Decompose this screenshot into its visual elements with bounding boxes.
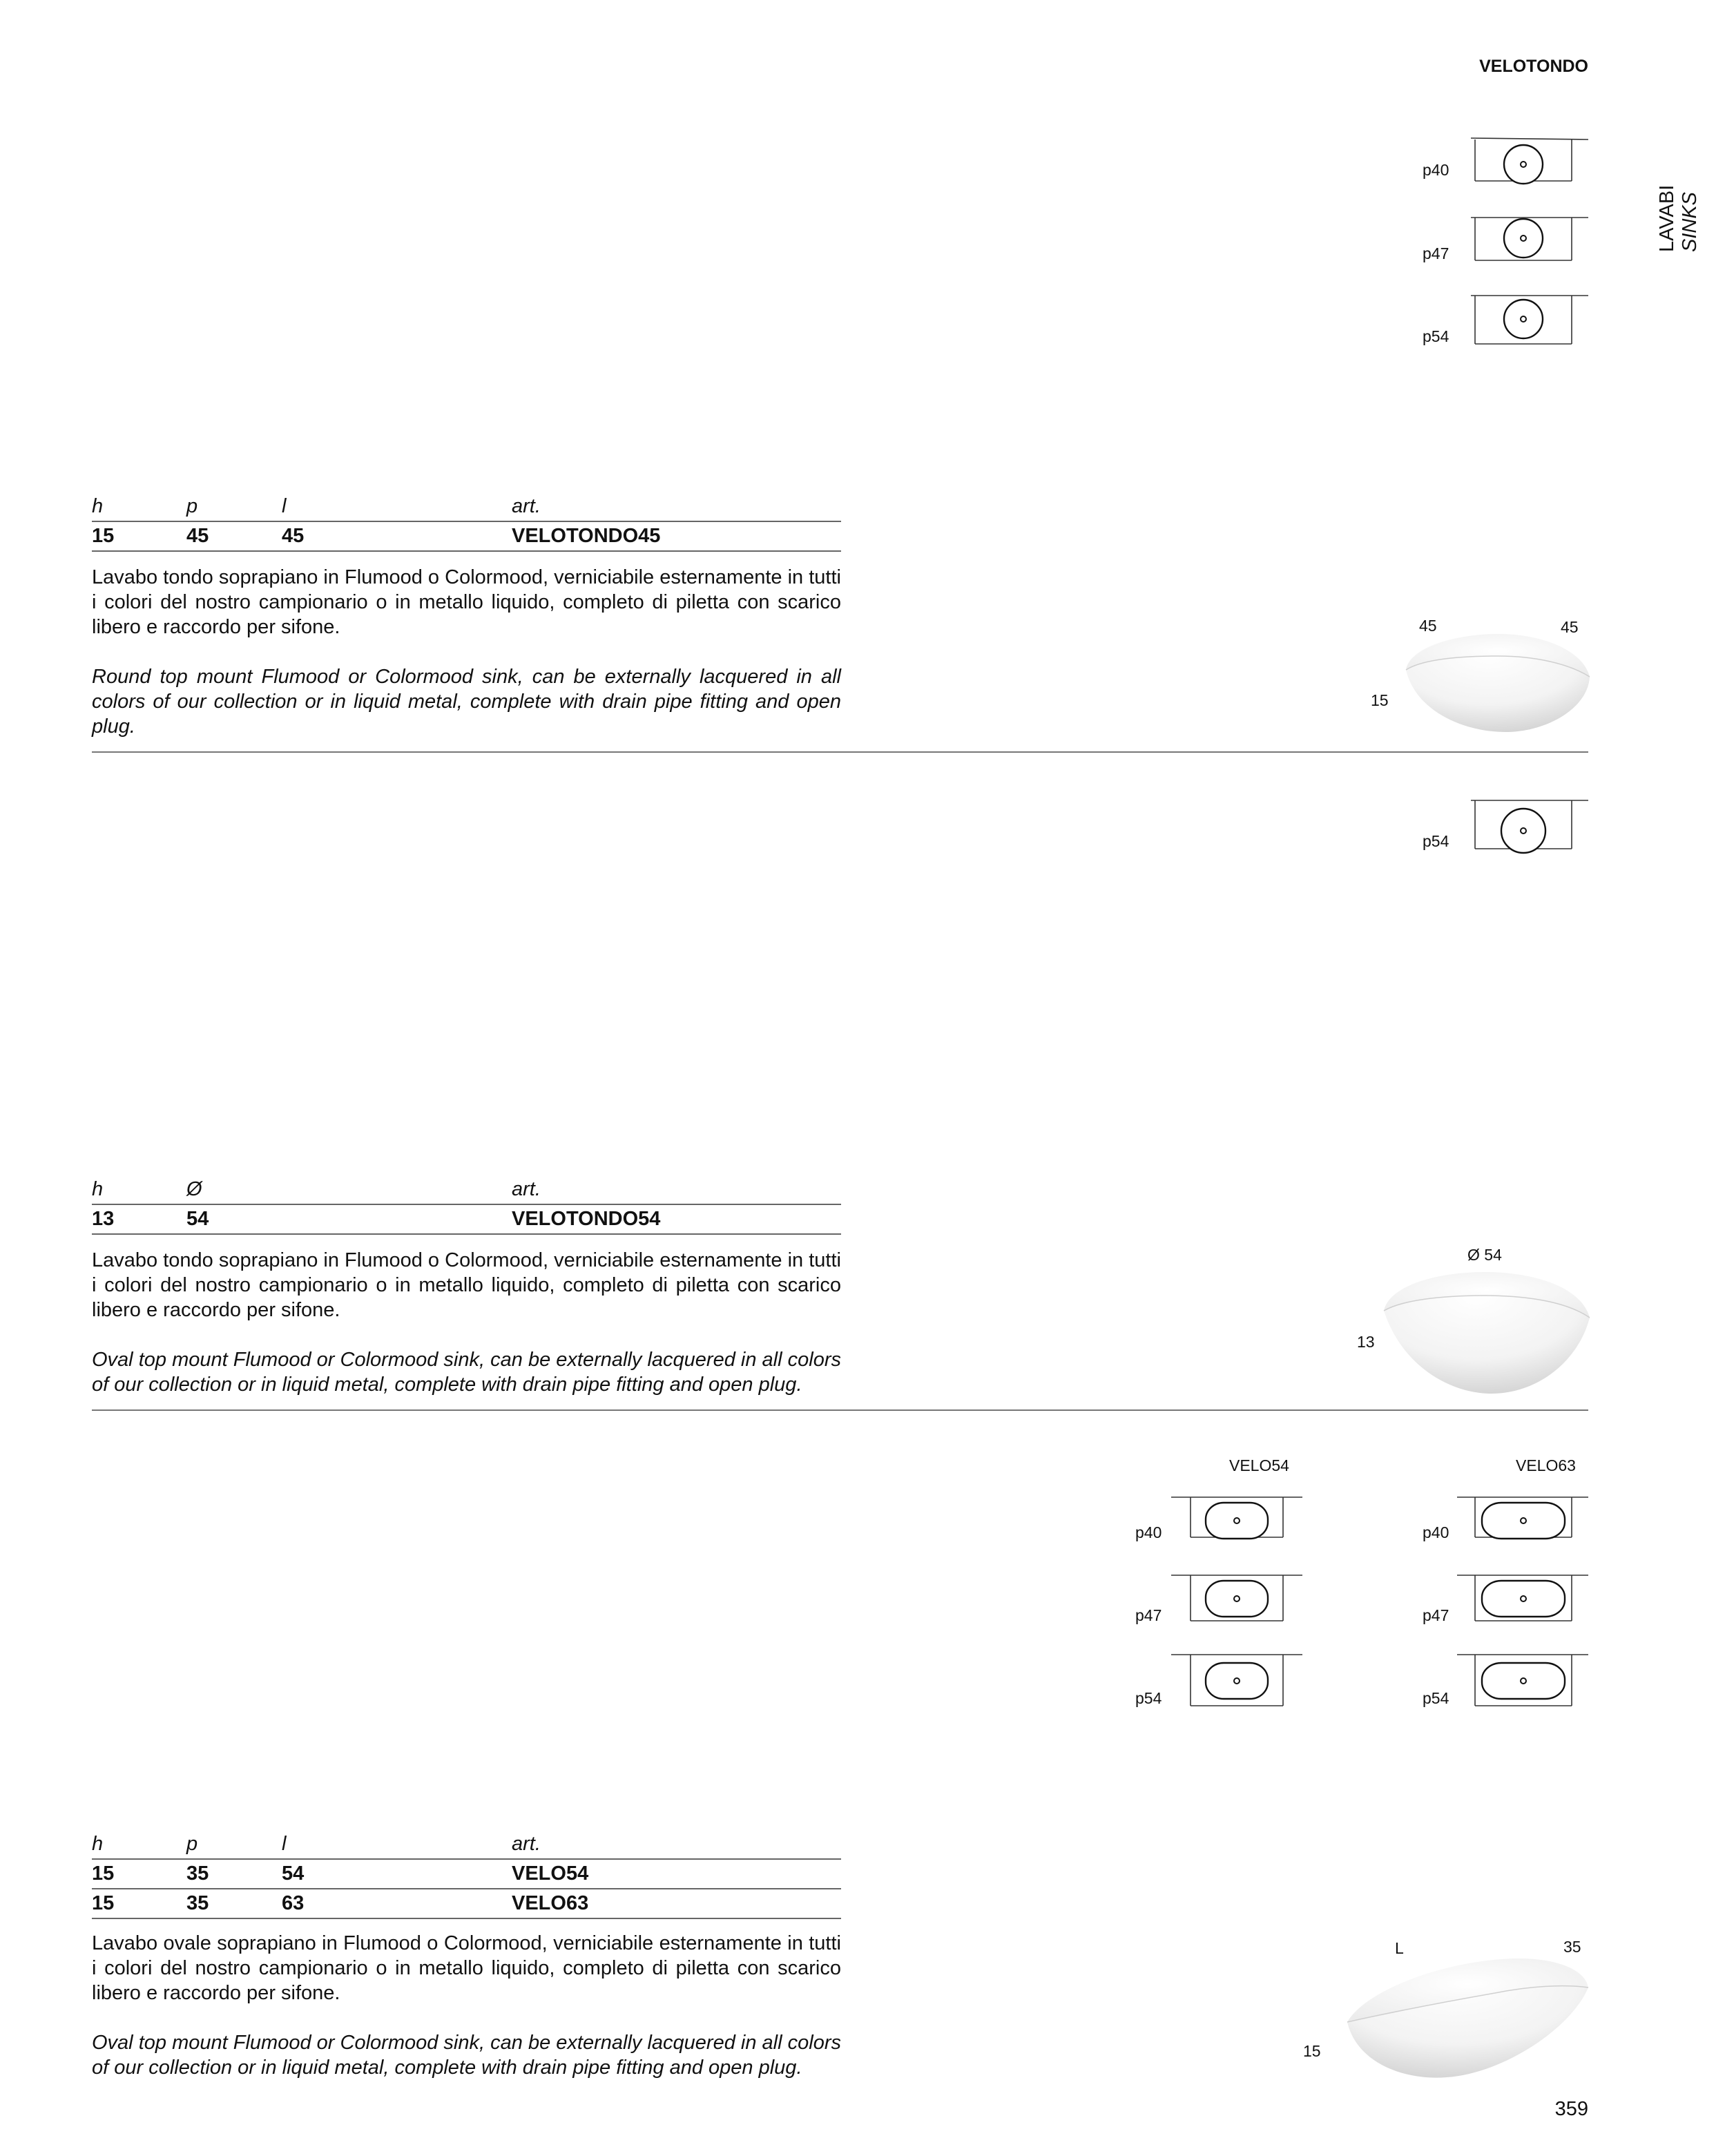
plan-label: p40 <box>1135 1523 1162 1541</box>
description-english: Oval top mount Flumood or Colormood sink, can be externally lacquered in all colors of our collection or in liquid metal, complete with drain pipe fitting and open plug. <box>92 2032 841 2079</box>
description-italian: Lavabo ovale soprapiano in Flumood o Colormood, verniciabile esternamente in tutti i colori del nostro campionario o in metallo liquido, completo di piletta con scarico libero e raccordo per sifone. <box>92 1932 841 2004</box>
dimension-label: 45 <box>1419 617 1437 635</box>
page-number: 359 <box>1554 2098 1588 2120</box>
plan-drawing-round <box>1471 216 1592 271</box>
spec-cell: 35 <box>186 1863 209 1885</box>
spec-cell: VELO54 <box>512 1863 589 1885</box>
plan-drawing-oval <box>1171 1574 1306 1629</box>
spec-cell: 63 <box>282 1892 305 1914</box>
spec-header: art. <box>512 1178 541 1200</box>
spec-cell: 45 <box>186 525 209 547</box>
side-category-label <box>1656 183 1711 259</box>
side-label-en: SINKS <box>1679 191 1701 252</box>
sink-render-round <box>1402 628 1592 735</box>
section-divider <box>92 1409 1588 1411</box>
plan-drawing-oval <box>1457 1496 1592 1551</box>
sink-render-oval <box>1343 1953 1592 2084</box>
plan-label: p47 <box>1423 244 1449 262</box>
plan-label: p54 <box>1423 327 1449 345</box>
spec-header: h <box>92 495 104 517</box>
spec-row <box>92 1205 841 1235</box>
plan-label: p47 <box>1423 1606 1449 1624</box>
spec-header-row <box>92 493 841 522</box>
dimension-label: 15 <box>1303 2042 1321 2060</box>
description-italian: Lavabo tondo soprapiano in Flumood o Colormood, verniciabile esternamente in tutti i colori del nostro campionario o in metallo liquido, completo di piletta con scarico libero e raccordo per sifone. <box>92 1249 841 1321</box>
description-english: Round top mount Flumood or Colormood sink, can be externally lacquered in all colors of our collection or in liquid metal, complete with drain pipe fitting and open plug. <box>92 666 841 738</box>
spec-cell: 54 <box>186 1208 209 1230</box>
spec-header: l <box>282 1833 287 1855</box>
spec-cell: VELOTONDO45 <box>512 525 661 547</box>
group-title: VELO63 <box>1516 1456 1576 1474</box>
dimension-label: 45 <box>1561 618 1579 636</box>
plan-label: p40 <box>1423 161 1449 179</box>
spec-cell: 45 <box>282 525 305 547</box>
spec-header: Ø <box>186 1178 202 1200</box>
group-title: VELO54 <box>1229 1456 1289 1474</box>
spec-header-row <box>92 1831 841 1860</box>
spec-cell: 13 <box>92 1208 115 1230</box>
spec-header: art. <box>512 495 541 517</box>
spec-header: p <box>186 495 198 517</box>
side-label-it: LAVABI <box>1656 184 1678 252</box>
description-english: Oval top mount Flumood or Colormood sink, can be externally lacquered in all colors of our collection or in liquid metal, complete with drain pipe fitting and open plug. <box>92 1349 841 1396</box>
product-description <box>92 1931 841 2080</box>
plan-drawing-oval <box>1171 1653 1306 1712</box>
plan-label: p54 <box>1423 832 1449 850</box>
spec-cell: 15 <box>92 1892 115 1914</box>
product-description <box>92 1248 841 1397</box>
spec-row <box>92 1889 841 1919</box>
spec-header: l <box>282 495 287 517</box>
spec-table <box>92 493 841 552</box>
section-divider <box>92 751 1588 753</box>
product-description <box>92 565 841 739</box>
spec-cell: VELO63 <box>512 1892 589 1914</box>
plan-drawing-round <box>1471 138 1592 193</box>
spec-header: p <box>186 1833 198 1855</box>
description-italian: Lavabo tondo soprapiano in Flumood o Colormood, verniciabile esternamente in tutti i colori del nostro campionario o in metallo liquido, completo di piletta con scarico libero e raccordo per sifone. <box>92 566 841 638</box>
spec-table <box>92 1831 841 1919</box>
spec-row <box>92 1860 841 1889</box>
spec-header: h <box>92 1833 104 1855</box>
spec-header: art. <box>512 1833 541 1855</box>
plan-drawing-oval <box>1457 1653 1592 1712</box>
plan-label: p54 <box>1135 1689 1162 1707</box>
dimension-label: 35 <box>1563 1938 1581 1956</box>
dimension-label: 13 <box>1357 1333 1375 1351</box>
spec-cell: 35 <box>186 1892 209 1914</box>
spec-table <box>92 1176 841 1235</box>
dimension-label: Ø 54 <box>1467 1246 1502 1264</box>
plan-drawing-round <box>1471 294 1592 349</box>
plan-drawing-oval <box>1171 1496 1306 1551</box>
plan-drawing-round <box>1471 799 1592 858</box>
spec-header-row <box>92 1176 841 1205</box>
spec-cell: 15 <box>92 1863 115 1885</box>
plan-drawing-oval <box>1457 1574 1592 1629</box>
spec-cell: 15 <box>92 525 115 547</box>
plan-label: p40 <box>1423 1523 1449 1541</box>
sink-render-round-bowl <box>1381 1269 1592 1397</box>
spec-cell: 54 <box>282 1863 305 1885</box>
plan-label: p54 <box>1423 1689 1449 1707</box>
dimension-label: 15 <box>1371 691 1389 709</box>
page-title: VELOTONDO <box>1479 57 1588 76</box>
spec-cell: VELOTONDO54 <box>512 1208 661 1230</box>
spec-row <box>92 522 841 552</box>
spec-header: h <box>92 1178 104 1200</box>
dimension-label: L <box>1395 1939 1404 1957</box>
plan-label: p47 <box>1135 1606 1162 1624</box>
